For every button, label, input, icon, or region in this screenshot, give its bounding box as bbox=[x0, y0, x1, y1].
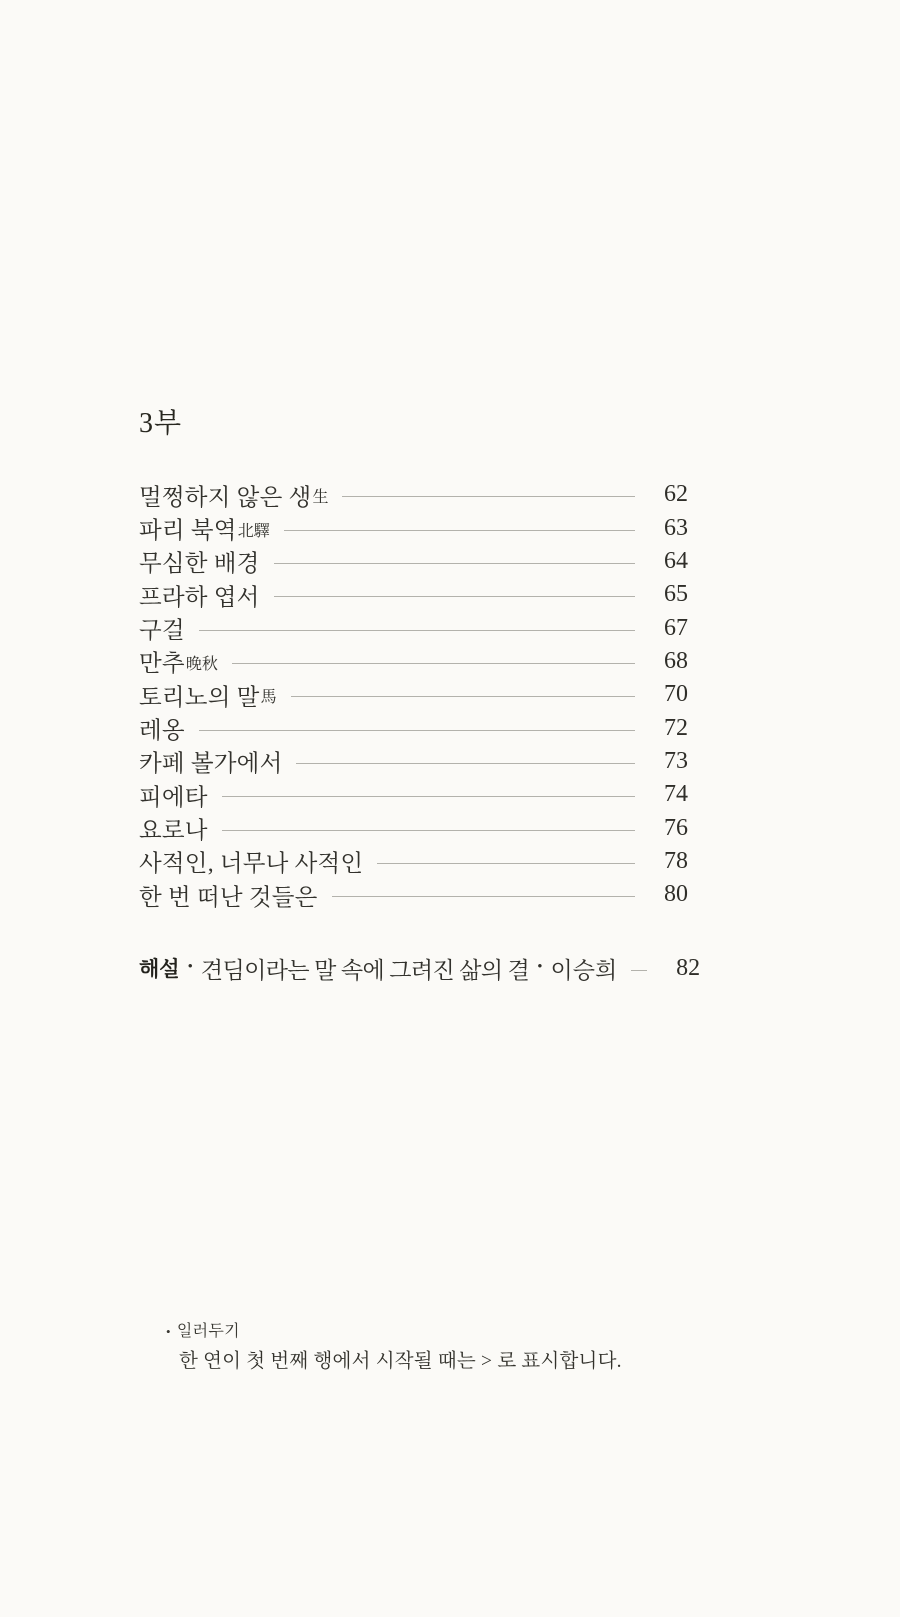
bullet-separator-icon: • bbox=[537, 958, 543, 975]
toc-row bbox=[139, 678, 688, 711]
leader-line bbox=[232, 663, 635, 664]
leader-line bbox=[284, 530, 635, 531]
toc-entry-page: 63 bbox=[664, 514, 688, 541]
leader-line bbox=[222, 796, 635, 797]
toc-row bbox=[139, 878, 688, 911]
toc-entry-title: 무심한 배경 bbox=[139, 551, 260, 578]
bullet-separator-icon: • bbox=[187, 958, 193, 975]
leader-line bbox=[199, 730, 635, 731]
toc-row bbox=[139, 478, 688, 511]
toc-entry-hanja: 馬 bbox=[260, 689, 277, 707]
toc-entry-page: 78 bbox=[664, 847, 688, 874]
toc-entry-title: 구걸 bbox=[139, 618, 185, 645]
toc-entry-page: 68 bbox=[664, 647, 688, 674]
toc-entry-title: 레옹 bbox=[139, 718, 185, 745]
toc-row bbox=[139, 545, 688, 578]
leader-line bbox=[274, 596, 635, 597]
toc-entry-title: 파리 북역 bbox=[139, 518, 237, 545]
toc-row bbox=[139, 845, 688, 878]
toc-row bbox=[139, 578, 688, 611]
leader-line bbox=[274, 563, 635, 564]
toc-entry-page: 65 bbox=[664, 581, 688, 608]
toc-row bbox=[139, 711, 688, 744]
toc-entry-title: 카페 볼가에서 bbox=[139, 751, 283, 778]
note-body: 한 연이 첫 번째 행에서 시작될 때는 > 로 표시합니다. bbox=[179, 1351, 622, 1372]
toc-entry-hanja: 晚秋 bbox=[185, 655, 218, 673]
leader-line bbox=[291, 696, 635, 697]
toc-entry-title: 멀쩡하지 않은 생 bbox=[139, 484, 312, 511]
toc-row bbox=[139, 745, 688, 778]
toc-entry-page: 72 bbox=[664, 714, 688, 741]
leader-line bbox=[342, 496, 635, 497]
note-block bbox=[166, 1318, 622, 1373]
toc-entry-page: 64 bbox=[664, 547, 688, 574]
toc-entry-page: 80 bbox=[664, 881, 688, 908]
toc-row bbox=[139, 645, 688, 678]
commentary-label: 해설 bbox=[139, 958, 180, 981]
toc-entry-title: 토리노의 말 bbox=[139, 684, 260, 711]
leader-line bbox=[296, 763, 635, 764]
toc-row bbox=[139, 778, 688, 811]
toc-entry-title: 만추 bbox=[139, 651, 185, 678]
leader-line bbox=[631, 970, 647, 971]
leader-line bbox=[377, 863, 635, 864]
toc-entry-title: 피에타 bbox=[139, 784, 208, 811]
toc-entry-page: 76 bbox=[664, 814, 688, 841]
toc-entry-title: 프라하 엽서 bbox=[139, 584, 260, 611]
toc-row bbox=[139, 811, 688, 844]
toc-entry-page: 62 bbox=[664, 481, 688, 508]
leader-line bbox=[199, 630, 635, 631]
commentary-title: 견딤이라는 말 속에 그려진 삶의 결 bbox=[200, 957, 530, 983]
section-heading: 3부 bbox=[139, 408, 183, 439]
leader-line bbox=[332, 896, 635, 897]
toc-entry-title: 요로나 bbox=[139, 818, 208, 845]
note-heading-line bbox=[166, 1318, 622, 1341]
toc-entry-hanja: 生 bbox=[312, 489, 329, 507]
toc-row bbox=[139, 611, 688, 644]
toc-entry-page: 70 bbox=[664, 681, 688, 708]
commentary-author: 이승희 bbox=[550, 957, 618, 983]
note-heading: 일러두기 bbox=[176, 1323, 240, 1340]
toc-entry-page: 67 bbox=[664, 614, 688, 641]
toc-entry-title: 한 번 떠난 것들은 bbox=[139, 884, 318, 911]
toc-entry-page: 73 bbox=[664, 747, 688, 774]
leader-line bbox=[222, 830, 635, 831]
toc-row bbox=[139, 511, 688, 544]
toc-entry-title: 사적인, 너무나 사적인 bbox=[139, 851, 364, 878]
toc-entry-page: 74 bbox=[664, 781, 688, 808]
commentary-row bbox=[139, 950, 701, 986]
toc-list bbox=[139, 478, 688, 911]
commentary-page: 82 bbox=[676, 954, 701, 981]
bullet-icon: • bbox=[166, 1324, 171, 1339]
toc-entry-hanja: 北驛 bbox=[237, 522, 270, 540]
